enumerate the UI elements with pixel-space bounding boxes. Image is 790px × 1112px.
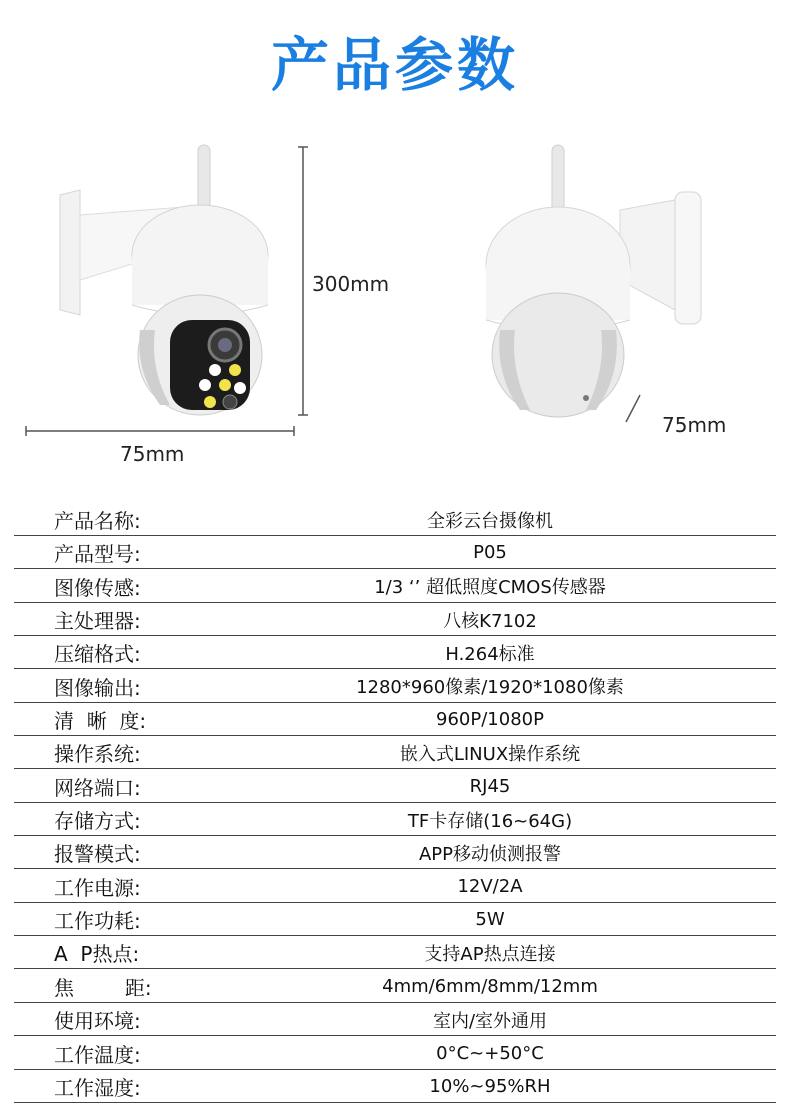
spec-value: TF卡存储(16~64G) (407, 810, 573, 832)
spec-label: 焦 距: (54, 975, 152, 1000)
spec-label: 产品名称: (54, 509, 141, 533)
spec-label: 产品型号: (54, 542, 141, 567)
spec-label: 图像输出: (54, 675, 141, 700)
spec-row (14, 504, 776, 536)
depth-dimension-label: 75mm (662, 413, 727, 437)
spec-row (14, 871, 776, 903)
spec-value: 支持AP热点连接 (424, 943, 556, 965)
spec-row (14, 671, 776, 703)
spec-row (14, 704, 776, 736)
height-dimension-label: 300mm (312, 272, 390, 296)
spec-label: 存储方式: (54, 809, 141, 834)
spec-label: 操作系统: (54, 742, 141, 767)
spec-value: 5W (475, 909, 505, 931)
spec-value: P05 (473, 542, 507, 564)
spec-row (14, 537, 776, 569)
spec-value: 嵌入式LINUX操作系统 (399, 743, 581, 765)
spec-label: 图像传感: (54, 575, 141, 600)
spec-value: RJ45 (469, 775, 511, 797)
spec-label: 网络端口: (54, 775, 141, 800)
spec-value: 室内/室外通用 (432, 1010, 548, 1032)
spec-row (14, 971, 776, 1003)
depth-dimension-line (622, 392, 644, 426)
spec-row (14, 771, 776, 803)
width-dimension-label: 75mm (120, 442, 185, 466)
spec-row (14, 571, 776, 603)
spec-value: 全彩云台摄像机 (427, 510, 553, 532)
spec-label: 工作湿度: (54, 1075, 141, 1100)
spec-table (14, 504, 776, 1104)
spec-label: A P热点: (54, 942, 140, 967)
spec-value: 八核K7102 (443, 610, 537, 632)
spec-row (14, 737, 776, 769)
spec-row (14, 837, 776, 869)
spec-value: APP移动侦测报警 (418, 843, 562, 865)
spec-row (14, 1071, 776, 1103)
spec-label: 主处理器: (54, 609, 141, 634)
height-dimension-line (296, 145, 310, 417)
spec-value: 960P/1080P (436, 709, 544, 731)
spec-value: 1280*960像素/1920*1080像素 (356, 677, 624, 699)
spec-value: 1/3 ‘’ 超低照度CMOS传感器 (374, 577, 606, 599)
page-title: 产品参数 (270, 31, 519, 99)
spec-label: 报警模式: (54, 842, 141, 867)
spec-row (14, 804, 776, 836)
spec-row (14, 1038, 776, 1070)
spec-row (14, 937, 776, 969)
spec-row (14, 604, 776, 636)
spec-label: 使用环境: (54, 1009, 141, 1034)
spec-value: 4mm/6mm/8mm/12mm (382, 975, 598, 997)
camera-rear-image (470, 140, 710, 430)
spec-label: 压缩格式: (54, 642, 141, 667)
spec-label: 清 晰 度: (54, 709, 147, 734)
spec-row (14, 904, 776, 936)
spec-value: 0°C~+50°C (436, 1042, 544, 1064)
spec-value: H.264标准 (445, 643, 535, 665)
spec-row (14, 637, 776, 669)
width-dimension-line (24, 424, 296, 438)
spec-value: 10%~95%RH (429, 1075, 551, 1097)
spec-label: 工作功耗: (54, 909, 141, 934)
camera-front-image (40, 140, 280, 430)
spec-label: 工作电源: (54, 875, 141, 900)
spec-value: 12V/2A (457, 875, 523, 897)
spec-row (14, 1004, 776, 1036)
spec-label: 工作温度: (54, 1042, 141, 1067)
